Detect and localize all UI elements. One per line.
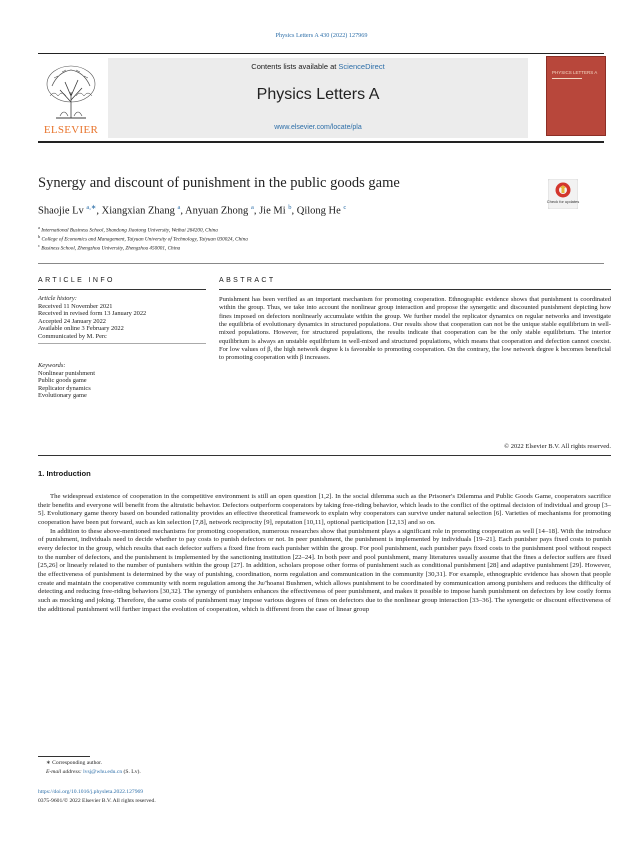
article-info-rule xyxy=(38,289,206,290)
elsevier-wordmark: ELSEVIER xyxy=(43,124,99,136)
author-name[interactable]: Shaojie Lv xyxy=(38,205,84,217)
abstract-bottom-rule xyxy=(38,455,611,456)
journal-reference[interactable]: Physics Letters A 430 (2022) 127969 xyxy=(275,32,368,39)
author-name[interactable]: Xiangxian Zhang xyxy=(101,205,175,217)
journal-title: Physics Letters A xyxy=(256,86,380,103)
abstract-text: Punishment has been verified as an important mechanism for promoting cooperation. Ethnographic evidence shows that punishment is coordinated within the group. Thus, we take into account the nonlinear group interaction and propose the synergetic and discounted punishment depicting how fines imposed on defectors nonlinearly accumulate within the group. We further model the replicator dynamics on regular networks and investigate the equilibria of evolutionary dynamics in structured populations. Our results show that cooperation can not be the unique stable equilibrium in well-mixed populations. However, for structured populations, the results indicate that cooperation can be the only stable equilibrium. The interior equilibrium is always an unstable equilibrium in well-mixed and structured populations, which means that cooperation and defection cannot coexist. For low values of β, the high network degree k is favorable to promoting cooperation. On the contrary, the low network degree k becomes beneficial to promoting cooperation with β increases. xyxy=(219,296,611,362)
abstract-copyright: © 2022 Elsevier B.V. All rights reserved. xyxy=(504,443,611,450)
keywords-separator xyxy=(38,343,206,344)
keyword: Public goods game xyxy=(38,377,87,385)
footnote-rule xyxy=(38,756,90,757)
body-text xyxy=(38,493,611,614)
journal-cover-thumbnail xyxy=(546,56,606,136)
email-footnote: E-mail address: lvsj@whu.edu.cn (S. Lv). xyxy=(46,769,141,775)
article-history xyxy=(38,295,146,341)
author-affiliation-marker[interactable]: a xyxy=(177,204,181,211)
author-affiliation-marker[interactable]: b xyxy=(288,204,292,211)
keyword: Nonlinear punishment xyxy=(38,369,95,377)
affiliations-rule xyxy=(38,263,604,264)
section-heading: 1. Introduction xyxy=(38,469,91,478)
history-entry: Received in revised form 13 January 2022 xyxy=(38,310,147,318)
affiliation: $^a$ International Business School, Shandong Jiaotong University, Weihai 264200, China xyxy=(38,225,218,234)
doi-link[interactable]: https://doi.org/10.1016/j.physleta.2022.127969 xyxy=(38,789,144,795)
article-history-label: Article history: xyxy=(38,295,77,302)
keyword: Replicator dynamics xyxy=(38,384,91,392)
keyword: Evolutionary game xyxy=(38,392,87,400)
abstract-heading: ABSTRACT xyxy=(219,277,276,284)
author-list: Shaojie Lv $^{a,∗}$, Xiangxian Zhang $^a$, Anyuan Zhong $^a$, Jie Mi $^b$, Qilong He $^c$ xyxy=(38,204,347,217)
cover-rule xyxy=(552,78,582,79)
author-affiliation-marker[interactable]: a,∗ xyxy=(86,204,97,211)
abstract-rule xyxy=(219,289,611,290)
article-info-heading: ARTICLE INFO xyxy=(38,277,115,284)
author-name[interactable]: Anyuan Zhong xyxy=(185,205,249,217)
history-entry: Communicated by M. Perc xyxy=(38,332,107,340)
paragraph: The widespread existence of cooperation in the competitive environment is still an open question [1,2]. In the social dilemma such as the Prisoner's Dilemma and Public Goods Game, cooperators sacrifice their benefits and everyone will benefit from the altruistic behavior. Defectors outperform cooperators by taking free-riding behavior, which leads to the conflict of the optimal decision of individual and group [3–5]. Evolutionary game theory based on bounded rationality provides an effective theoretical framework to explain why cooperators can survive under natural selection [6]. Varieties of mechanisms for promoting cooperation have been put forward, such as kin selection [7,8], network reciprocity [9], reputation [10,11], optional participation [12,13] and so on. xyxy=(38,493,611,527)
issn-copyright: 0375-9601/© 2022 Elsevier B.V. All rights reserved. xyxy=(38,798,156,804)
email-link[interactable]: lvsj@whu.edu.cn xyxy=(83,769,123,775)
author-affiliation-marker[interactable]: c xyxy=(343,204,347,211)
author-name[interactable]: Jie Mi xyxy=(259,205,286,217)
keywords-label: Keywords: xyxy=(38,362,66,369)
history-entry: Available online 3 February 2022 xyxy=(38,325,124,333)
history-entry: Accepted 24 January 2022 xyxy=(38,317,106,325)
keywords xyxy=(38,362,95,400)
cover-title: PHYSICS LETTERS A xyxy=(552,70,598,75)
sciencedirect-link[interactable]: ScienceDirect xyxy=(338,62,385,71)
author-name[interactable]: Qilong He xyxy=(296,205,341,217)
affiliation: $^c$ Business School, Zhengzhou University, Zhengzhou 450001, China xyxy=(38,243,181,252)
header-bottom-rule xyxy=(38,141,604,143)
paragraph: In addition to these above-mentioned mechanisms for promoting cooperation, numerous researches show that punishment plays a significant role in promoting cooperation as well [14–18]. With the introduce of punishment, individuals need to decide whether to pay costs to punish defectors or not. In peer punishment, the punishment is implemented by individuals [19–21]. Each punisher pays fixed costs to punish every defector in the group, which results that each defector suffers a fixed fine from each punisher within the group. For pool punishment, each punisher pays fixed costs to the punishment pool without respect to the number of defectors, and the punishment is implemented by the sanctioning institution [22–24]. In both peer and pool punishment, many literatures usually assume that the fines a defector suffers are fixed [25,26] or linearly related to the number of punishers within the group [27]. In addition, scholars propose other forms of punishment such as conditional punishment [28] and adaptive punishment [29]. However, the effectiveness of punishment is determined by the way of punishing, coordination, norm regulation and communication in the community [30,31]. For example, ethnographic evidence has shown that people create and maintain the cooperative community with norm regulation among the Ju/'hoansi Bushmen, which allows punishment to be coordinated by communication among punishers and reduces the difficulty of detecting and reducing free-riding behaviors [30,32]. The synergy of punishers enhances the effectiveness of peer punishment, and makes it possible to impose harsh punishment on defectors by low costly forms such as mocking and joking. Therefore, the same costs of punishment may impose various degrees of fines on defectors due to the nonlinear group interaction [33–36]. The synergetic or discount effectiveness of the additional punishment will further impact the evolution of cooperation, which is different from the case of linear group xyxy=(38,527,611,613)
affiliation: $^b$ College of Economics and Management, Taiyuan University of Technology, Taiyuan 030024, China xyxy=(38,234,248,243)
author-affiliation-marker[interactable]: a xyxy=(250,204,254,211)
check-for-updates-label[interactable]: Check for updates xyxy=(546,199,580,204)
history-entry: Received 11 November 2021 xyxy=(38,302,113,310)
contents-lists-line: Contents lists available at ScienceDirect xyxy=(251,62,385,71)
corresponding-author-note: ∗ Corresponding author. xyxy=(46,760,103,766)
article-title: Synergy and discount of punishment in the public goods game xyxy=(38,175,400,191)
header-top-rule xyxy=(38,53,604,54)
journal-homepage-link[interactable]: www.elsevier.com/locate/pla xyxy=(274,124,362,131)
check-for-updates-icon[interactable] xyxy=(548,179,578,209)
